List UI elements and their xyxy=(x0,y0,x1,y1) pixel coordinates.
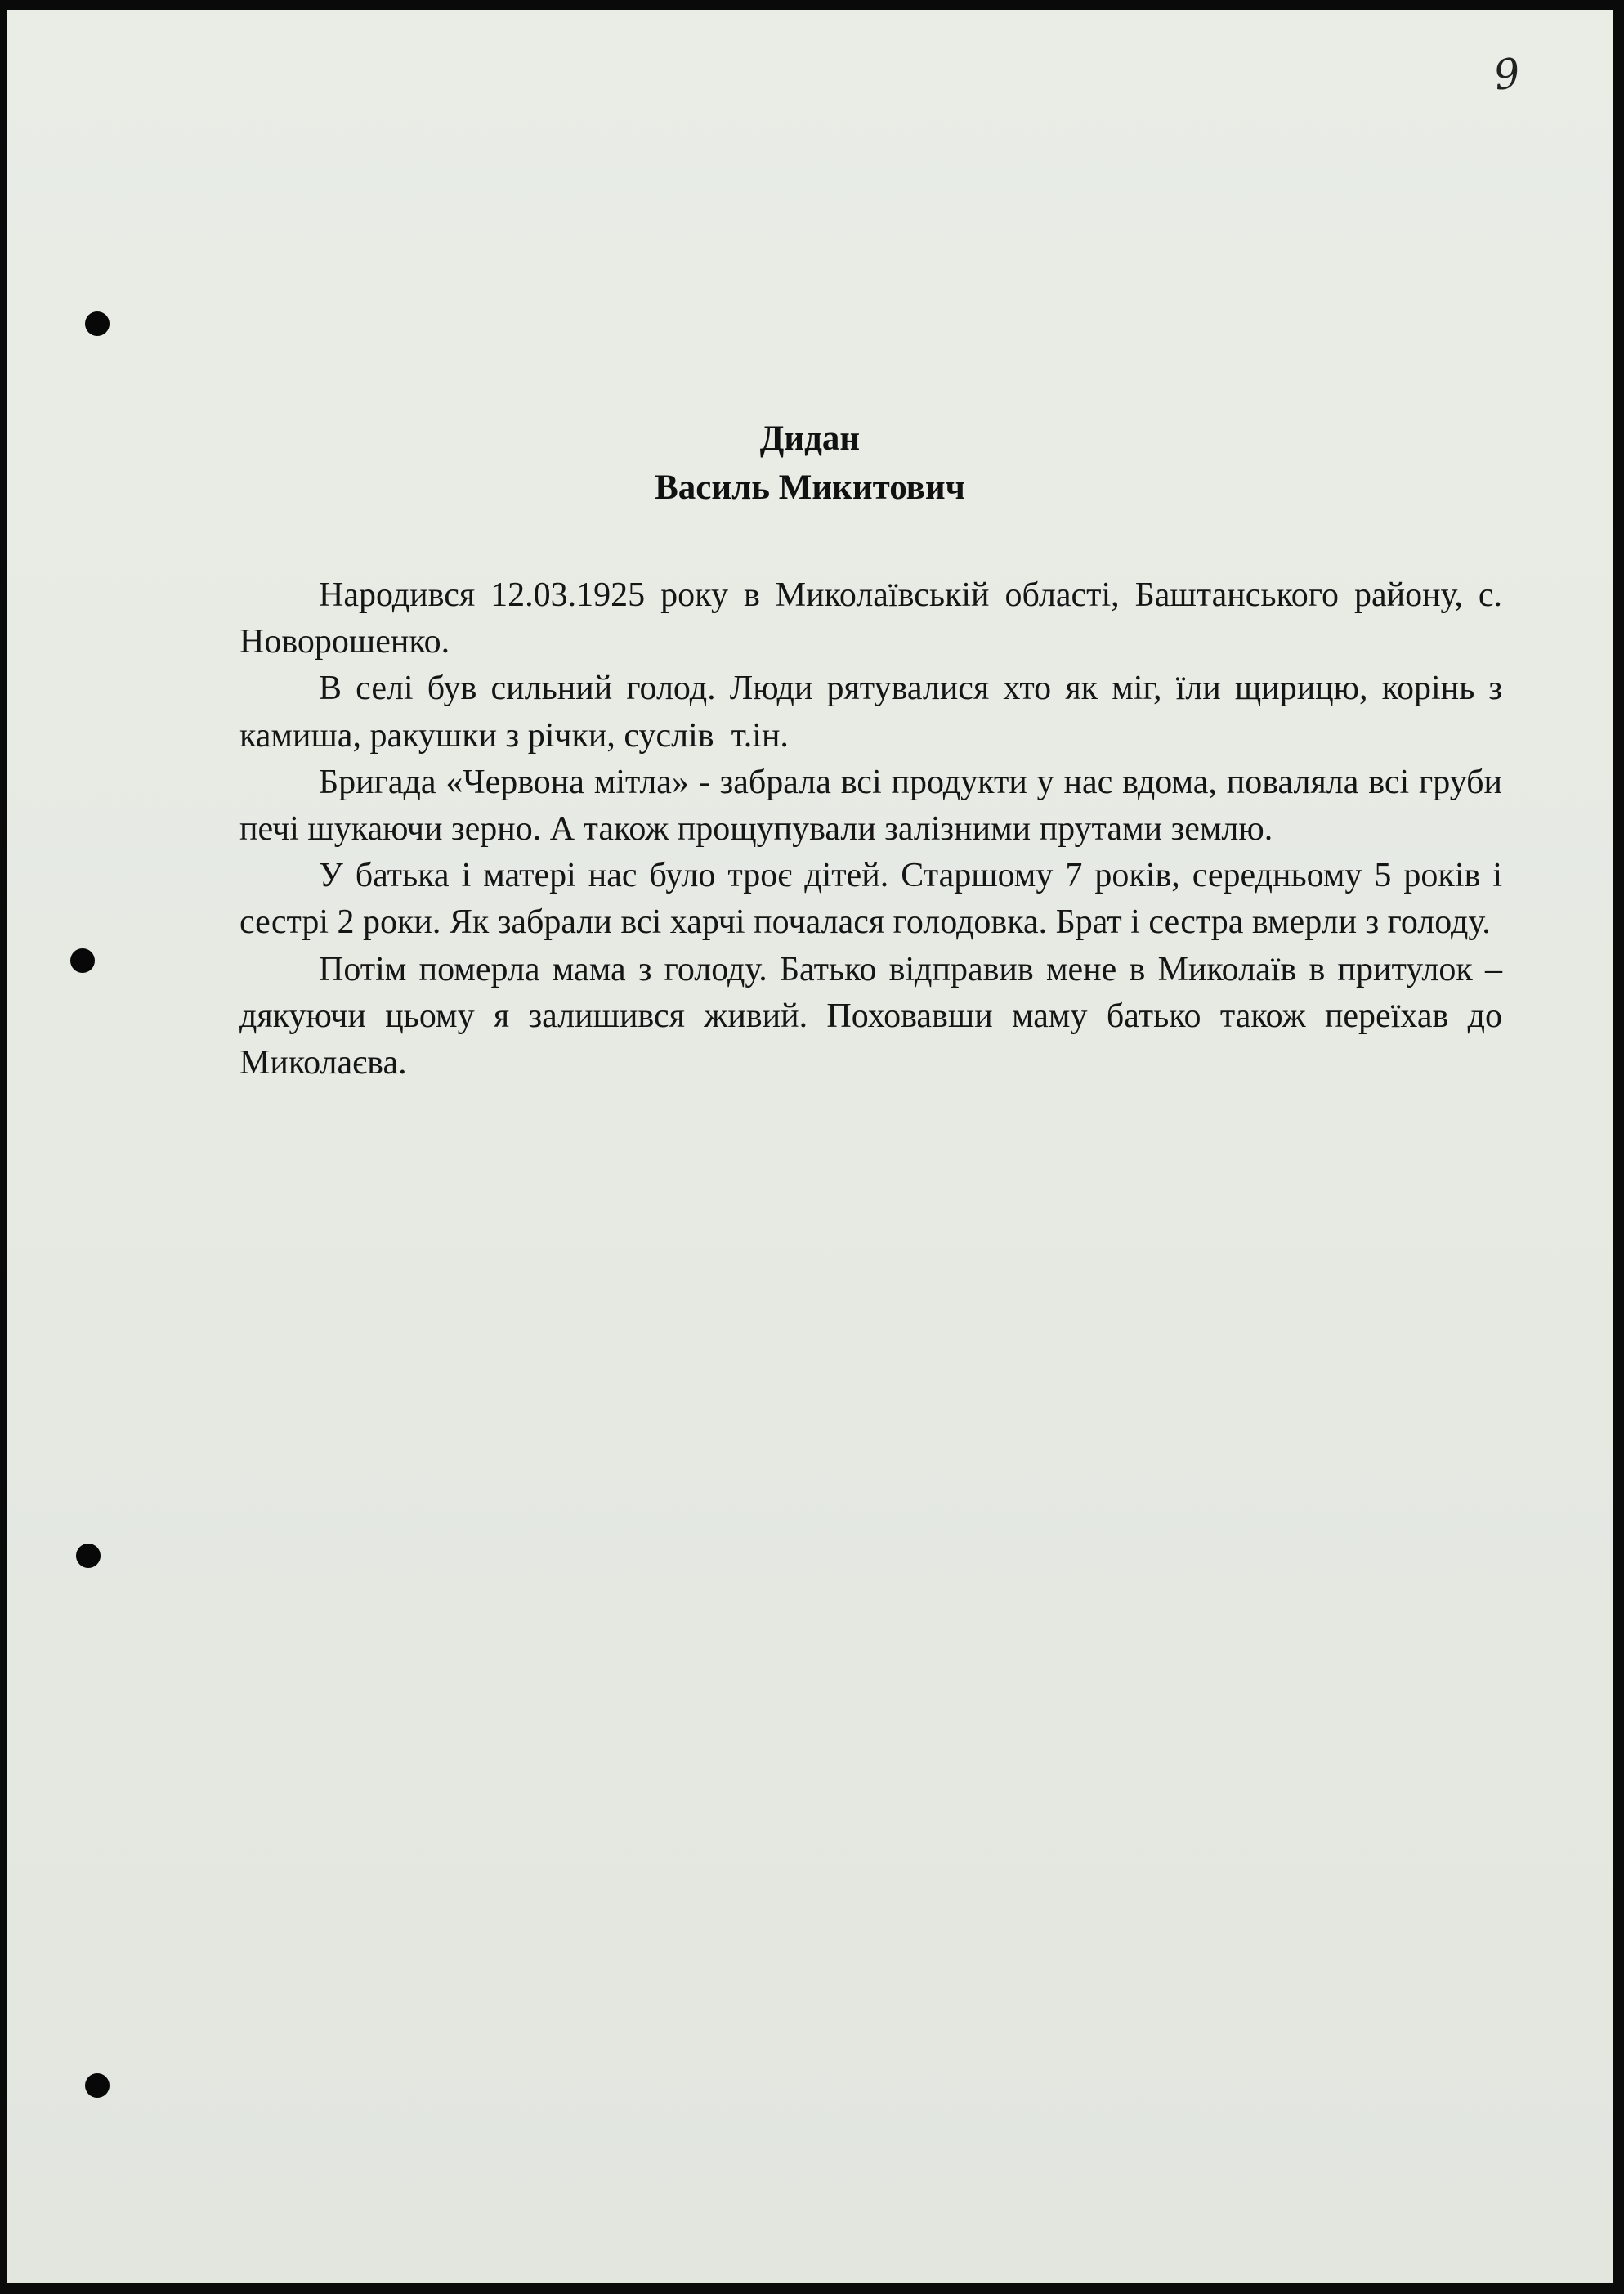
punch-hole xyxy=(85,311,110,336)
document-page xyxy=(7,10,1613,2283)
heading-surname: Дидан xyxy=(759,419,861,458)
punch-hole xyxy=(85,2073,110,2098)
punch-hole xyxy=(76,1544,101,1568)
handwritten-page-number: 9 xyxy=(1491,49,1523,100)
paragraph: У батька і матері нас було троє дітей. Старшому 7 років, середньому 5 років і сестрі 2 роки. Як забрали всі харчі почалася голодовка. Брат і сестра вмерли з голоду. xyxy=(239,857,1511,942)
paragraph: В селі був сильний голод. Люди рятувалися хто як міг, їли щирицю, корінь з камиша, ракушки з річки, суслів т.ін. xyxy=(239,670,1511,755)
punch-hole xyxy=(70,948,95,973)
heading-name: Василь Микитович xyxy=(655,468,965,507)
paragraph: Бригада «Червона мітла» - забрала всі продукти у нас вдома, поваляла всі груби печі шукаючи зерно. А також прощупували залізними прутами землю. xyxy=(239,763,1511,849)
document-body xyxy=(239,572,1511,1087)
paragraph: Народився 12.03.1925 року в Миколаївській області, Баштанського району, с. Новорошенко. xyxy=(239,576,1511,661)
paragraph: Потім померла мама з голоду. Батько відправив мене в Миколаїв в притулок – дякуючи цьому я залишився живий. Поховавши маму батько також переїхав до Миколаєва. xyxy=(239,950,1511,1082)
